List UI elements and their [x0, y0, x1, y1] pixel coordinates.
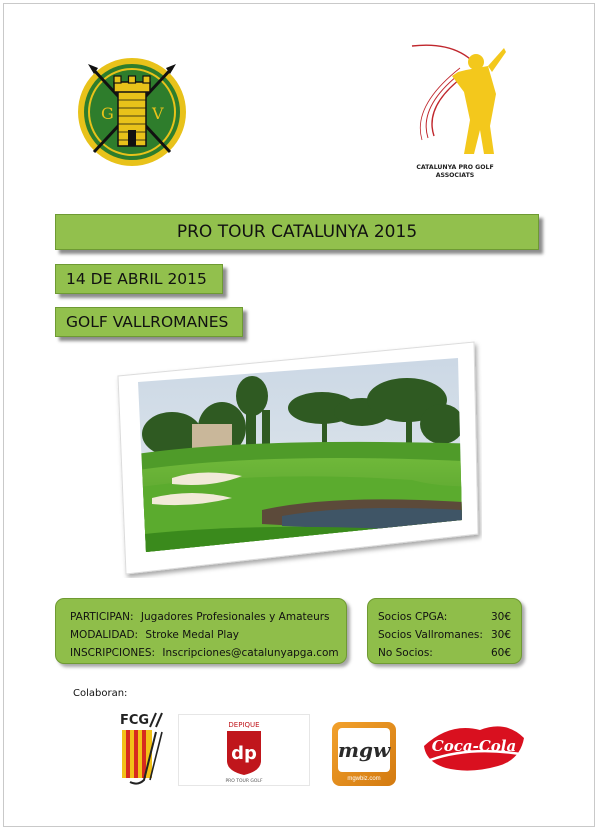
gv-letter-v: V: [152, 104, 164, 123]
fcg-logo: [116, 710, 168, 788]
coca-cola-logo-text: Coca-Cola: [431, 737, 517, 755]
price-value: 30€: [490, 611, 511, 623]
price-label: Socios Vallromanes:: [378, 629, 483, 641]
registration-label: INSCRIPCIONES:: [70, 647, 156, 659]
depique-tagline: PRO TOUR GOLF: [225, 779, 263, 784]
event-title-banner: [55, 214, 539, 250]
event-date-banner: [55, 264, 223, 294]
price-row: [378, 608, 511, 626]
golf-course-photo: [112, 338, 482, 578]
participants-row: [70, 608, 346, 626]
mgw-logo-text: mgw: [338, 728, 390, 772]
cpga-logo-text-1: CATALUNYA PRO GOLF: [416, 164, 494, 171]
catalunya-pro-golf-logo: [404, 36, 506, 184]
event-details-panel: [55, 598, 347, 664]
price-row: [378, 626, 511, 644]
price-label: No Socios:: [378, 647, 433, 659]
depique-mark: dp: [231, 743, 257, 764]
golf-vallromanes-crest-logo: [76, 56, 188, 168]
modality-row: [70, 626, 346, 644]
modality-label: MODALIDAD:: [70, 629, 139, 641]
mgw-url: mgwbiz.com: [347, 776, 381, 782]
registration-row: [70, 644, 346, 662]
sponsors-label: Colaboran:: [73, 688, 128, 699]
depique-logo-text: DEPIQUE: [228, 721, 260, 729]
event-venue: GOLF VALLROMANES: [66, 313, 229, 331]
fcg-logo-text: FCG: [120, 713, 150, 728]
event-title: PRO TOUR CATALUNYA 2015: [176, 222, 418, 242]
price-value: 60€: [490, 647, 511, 659]
mgw-logo: [332, 722, 396, 786]
registration-email: Inscripciones@catalunyapga.com: [162, 647, 339, 659]
cpga-logo-text-2: ASSOCIATS: [435, 172, 475, 179]
pricing-panel: [367, 598, 522, 664]
event-date: 14 DE ABRIL 2015: [66, 270, 207, 288]
price-row: [378, 644, 511, 662]
coca-cola-logo: [420, 716, 528, 780]
modality-value: Stroke Medal Play: [145, 629, 239, 641]
price-label: Socios CPGA:: [378, 611, 448, 623]
participants-value: Jugadores Profesionales y Amateurs: [140, 611, 330, 623]
depique-logo: [178, 714, 310, 786]
participants-label: PARTICIPAN:: [70, 611, 134, 623]
event-venue-banner: [55, 307, 243, 337]
price-value: 30€: [490, 629, 511, 641]
gv-letter-g: G: [101, 104, 114, 123]
